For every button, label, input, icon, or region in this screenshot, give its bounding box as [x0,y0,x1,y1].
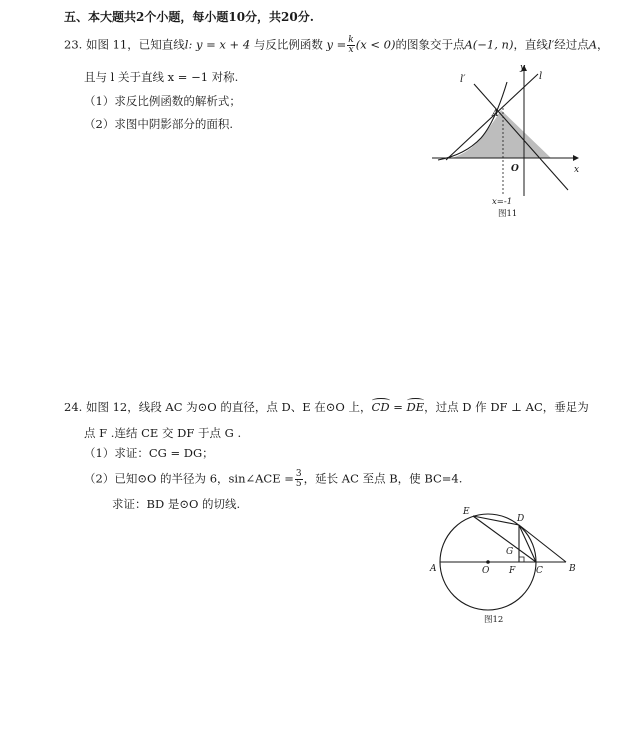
q24-line1-tail: ，过点 D 作 DF ⊥ AC，垂足为 [424,400,589,414]
q23-point-a-short: A [588,37,598,52]
q23-line2-name: l′ [547,37,555,52]
q23-stem-d: ，直线 [513,37,548,52]
q24-arc-cd: CD [371,400,390,414]
q23-stem-end: ， [597,37,609,52]
fig11-caption: 图11 [498,209,518,219]
q23-number: 23. [64,37,83,52]
q24-part1: （1）求证：CG = DG； [84,446,214,460]
q23-point-a: A(−1, n) [464,37,514,52]
fig11-label-x: x [574,165,580,175]
fig11-label-O: O [511,164,519,174]
fig12-caption: 图12 [484,615,504,625]
q23-line2: 且与 l 关于直线 x = −1 对称. [84,70,239,84]
fig11-label-lprime: l′ [460,74,466,85]
q23-stem-b: 与反比例函数 [253,37,323,52]
q24-fraction-num: 3 [295,469,302,479]
q24-prove: 求证：BD 是⊙O 的切线. [112,497,241,511]
fig11-label-A: A [492,109,499,119]
q23-line-name: l [184,37,189,52]
fig11-label-vline: x=-1 [492,197,513,207]
q23-line-eq: : y = x + 4 [188,37,251,52]
q23-func-num: k [348,35,354,45]
q24-number: 24. [64,400,83,414]
fig12-line-EC [473,516,536,562]
q24-arc-de: DE [406,400,425,414]
q23-func-den: x [348,45,354,55]
q23-stem-e: 经过点 [554,37,589,52]
fig12-right-angle [519,557,524,562]
section-header: 五、本大题共2个小题，每小题10分，共20分. [64,10,314,24]
q23-func-lhs: y = [326,37,347,52]
fig12-label-D: D [517,514,525,524]
q24-fraction-den: 5 [295,479,302,489]
fig12-label-F: F [509,566,516,576]
q24-part2-b: ，延长 AC 至点 B，使 BC=4. [303,471,463,486]
q23-stem-c: 的图象交于点 [395,37,465,52]
fig12-label-B: B [569,564,576,574]
q23-part1: （1）求反比例函数的解析式； [84,94,241,108]
fig11-label-l: l [539,71,543,82]
fig12-label-E: E [463,507,470,517]
q23-part2: （2）求图中阴影部分的面积. [84,117,233,131]
fig12-label-C: C [536,566,543,576]
fig12-label-O: O [482,566,490,576]
q24-part2-a: （2）已知⊙O 的半径为 6，sin∠ACE = [84,471,294,486]
q24-line2: 点 F .连结 CE 交 DF 于点 G . [84,426,242,440]
fig12-line-DB [519,525,566,562]
q24-eq: = [389,400,407,414]
fig12-label-G: G [506,547,514,557]
q23-func-cond: (x < 0) [355,37,396,52]
q24-line1-text: 如图 12，线段 AC 为⊙O 的直径，点 D、E 在⊙O 上， [85,400,372,414]
fig12-label-A: A [430,564,437,574]
q23-stem-a: 如图 11，已知直线 [85,37,185,52]
fig11-label-y: y [520,63,526,73]
fig12-center-dot [486,560,490,564]
